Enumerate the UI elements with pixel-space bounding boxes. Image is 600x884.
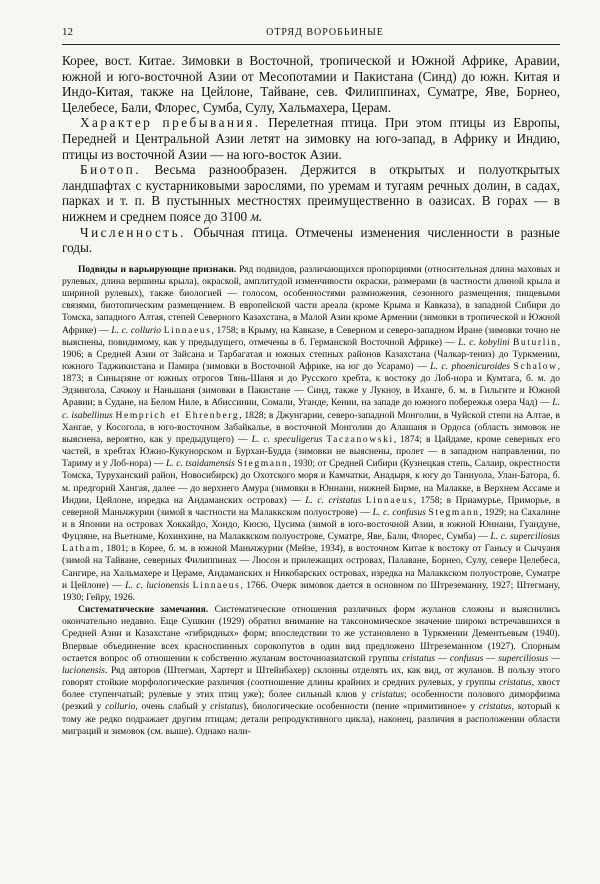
taxon-author: Hemprich et Ehrenberg	[115, 409, 240, 421]
taxon-name: cristatus	[371, 689, 404, 701]
taxon-name: L. c. collurio	[111, 324, 162, 336]
subspecies-text: , 1874; в Цайдаме, кроме северных его частей, в хребтах Южно-Кукунорском и Бурхан-Будда (зимовки не выяснены, пролет — в западном направлении, по Тариму и у Лоб-нора) —	[62, 433, 560, 470]
taxon-name: cristatus	[478, 701, 512, 713]
subspecies-text: Ряд подвидов, различающихся пропорциями (относительная длина маховых и рулевых, длина вершины крыла), окраской, амплитудой изменчивости окраски, размерами (в частности длиной крыла и шириной рулевых), также биологией — голосом, особенностями размножения, сезонного размещения, пищевыми связями, биотопическим размещением. В европейской части ареала (кроме Крыма и Кавказа), в западной Сибири до Томска, западного Алтая, степей Северного Казахстана, в Малой Азии кроме Армении (зимовки в тропической и Южной Африке) —	[62, 263, 560, 336]
systematics-text: , очень слабый у	[135, 701, 211, 713]
abundance-term: Численность.	[80, 224, 186, 240]
stay-term: Характер пребывания.	[80, 115, 261, 131]
taxon-author: Taczanowski	[326, 433, 394, 445]
systematics-text: ; особенности полового диморфизма (резкий у	[62, 689, 560, 713]
taxon-name: L. c. isabellinus	[62, 397, 560, 421]
subspecies-heading: Подвиды и варьирующие признаки.	[78, 263, 237, 275]
taxon-name: L. c. speculigerus	[251, 433, 323, 445]
biotope-text: Весьма разнообразен. Держится в открытых и полуоткрытых ландшафтах с кустарниковыми зарослями, по уремам и тугаям речных долин, в садах, парках и т. п. В пустынных местностях преимущественно в оазисах. В горах — в нижнем и среднем поясе до 3100	[62, 162, 560, 224]
taxon-name: L. c. kobylini	[458, 336, 510, 348]
stay-paragraph	[62, 115, 560, 162]
subspecies-text: , 1758; в Приамурье, Приморье, в северной Маньчжурии (зимой в частности на Малаккском полуострове) —	[62, 494, 560, 518]
taxon-author: Schalow	[513, 360, 558, 372]
taxon-author: Buturlin	[512, 336, 558, 348]
abundance-paragraph	[62, 225, 560, 256]
range-paragraph: Корее, вост. Китае. Зимовки в Восточной, тропической и Южной Африке, Аравии, южной и юго-восточной Азии от Месопотамии и Пакистана (Синд) до южн. Китая и Индо-Китая, также на Цейлоне, Тайване, сев. Филиппинах, Суматре, Яве, Борнео, Целебесе, Бали, Флорес, Сумба, Сулу, Хальмахера, Церам.	[62, 53, 560, 115]
running-header	[62, 26, 560, 45]
taxon-name: cristatus	[210, 701, 243, 713]
subspecies-text: , 1766. Очерк зимовок дается в основном по Штреземанну, 1927; Штегману, 1930; Гейру, 1926.	[62, 579, 560, 603]
stay-text: Перелетная птица. При этом птицы из Европы, Передней и Центральной Азии летят на зимовку на юго-запад, в Африку и Индию, птицы из восточной Азии — на юго-восток Азии.	[62, 115, 560, 162]
taxon-name: cristatus — confusus — superciliosus — lucionensis	[62, 652, 561, 676]
page-number: 12	[62, 26, 73, 38]
taxon-name: collurio	[105, 701, 136, 713]
biotope-term: Биотоп.	[80, 162, 142, 178]
taxon-author: Linnaeus	[163, 324, 212, 336]
taxon-name: L. c. confusus	[372, 506, 426, 518]
taxon-name: L. c. phoenicuroides	[430, 360, 511, 372]
biotope-paragraph	[62, 162, 560, 224]
taxon-name: L. c. cristatus	[305, 494, 362, 506]
subspecies-text: , 1930; от Средней Сибири (Кузнецкая степь, Салаир, окрестности Томска, Туруханский район, Новосибирск) до Охотского моря и Камчатки, Анадыря, к югу до Таннуола, Улан-Батора, б. м. предгорий Хангая, далее — до верхнего Амура (зимовки в Юннани, нижней Бирме, на Малакке, в Верхнем Ассаме и Индии, Цейлоне, изредка на Андаманских островах) —	[62, 458, 560, 506]
subspecies-text: , 1873; в Синьцзяне от южных отрогов Тянь-Шаня и до Русского хребта, к востоку до Лоб-нора и Кумтага, б. м. до Эдзингола, Сачжоу и Наньшаня (зимовки в Пакистане — Синд, также у Лукноу, в Иханге, б. м. в Гильгите и Южной Аравии; в Судане, на Белом Ниле, в Абиссинии, Сомали, Уганде, Кении, на западе до южного побережья озера Чад) —	[62, 360, 560, 409]
abundance-text: Обычная птица. Отмечены изменения численности в разные годы.	[62, 224, 560, 256]
taxon-author: Latham	[62, 543, 101, 555]
systematics-paragraph	[62, 604, 560, 738]
subspecies-text: , 1929; на Сахалине и в Японии на островах Хоккайдо, Хондо, Кюсю, Цусима (зимой в юго-восточной Азии, в южной Юннани, Гуандуне, Фуцзяне, на Вьетнаме, Кохинхине, на Малаккском полуострове, Суматре, Яве, Бали, Флорес, Сумба) —	[62, 506, 560, 543]
systematics-heading: Систематические замечания.	[78, 604, 209, 616]
taxon-author: Stegmann	[428, 506, 480, 518]
main-text	[62, 53, 560, 256]
systematics-text: Систематические отношения различных форм жуланов сложны и выяснились окончательно недавно. Еще Сушкин (1929) обратил внимание на таксономическое значение широко встречавшихся в Средней Азии и Казахстане «гибридных» форм; впоследствии то же установлено в Туркмении Дементьевым (1940). Впервые объединение всех красноспинных сорокопутов в один вид предложено Штреземанном (1927). Спорным остается вопрос об отношении к собственно жуланам восточноазиатской группы	[62, 604, 560, 664]
taxon-name: L. c. lucionensis	[125, 579, 190, 591]
subspecies-text: , 1758; в Крыму, на Кавказе, в Северном и северо-западном Иране (зимовки точно не выяснены, повидимому, как у предыдущего, отмечены в б. Германской Восточной Африке) —	[62, 324, 560, 348]
taxon-author: Linnaeus	[365, 494, 414, 506]
small-print-section	[62, 264, 560, 738]
taxon-author: Linnaeus	[192, 579, 241, 591]
systematics-text: . Ряд авторов (Штегман, Хартерт и Штейнбахер) склонны отделять их, как вид, от жуланов. В пользу этого говорят стойкие морфологические различия (соотношение длины крайних и средних рулевых, у группы	[62, 664, 560, 689]
subspecies-text: , 1828; в Джунгарии, северо-западной Монголии, в Чуйской степи на Алтае, в Хангае, у Косогола, в юго-восточном Забайкалье, в восточной Монголии до Алашаня и Ордоса (область зимовок не выяснена, вероятно, как у предыдущего) —	[62, 409, 560, 445]
subspecies-paragraph	[62, 264, 560, 604]
taxon-name: L. c. tsaidamensis	[165, 458, 235, 470]
subspecies-text: , 1906; в Средней Азии от Зайсана и Тарбагатая и южных степных районов Казахстана (Чалкар-тениз) до Туркмении, южного Таджикистана и Памира (зимовки в Восточной Африке, на юг до Усарамо) —	[62, 336, 560, 372]
taxon-author: Stegmann	[237, 458, 289, 470]
running-title: ОТРЯД ВОРОБЬИНЫЕ	[266, 27, 384, 38]
systematics-text: ), биологические особенности (пение «примитивное» у	[242, 701, 479, 713]
subspecies-text: , 1801; в Корее, б. м. в южной Маньчжурии (Мейзе, 1934), в восточном Китае к востоку от Ганьсу и Сычуаня (зимой на Тайване, северных Филиппинах — Люсон и прилежащих островах, Палаване, Борнео, Сулу, севере Целебеса, Сангире, на Хальмахере и Цераме, Андаманских и Никобарских островах, изредка на Малаккском полуострове, Суматре и Цейлоне) —	[62, 543, 560, 591]
altitude-unit: м.	[250, 208, 263, 224]
taxon-name: L. c. superciliosus	[490, 531, 560, 543]
systematics-text: , хвост более ступенчатый; рулевые у этих птиц уже); более сильный клюв у	[62, 677, 560, 701]
systematics-text: , который к тому же редко подражает другим птицам; детали репродуктивного цикла), наконец, различия в расположении области миграций и зимовок (см. выше). Однако нали-	[62, 701, 561, 737]
taxon-name: cristatus	[498, 677, 532, 689]
